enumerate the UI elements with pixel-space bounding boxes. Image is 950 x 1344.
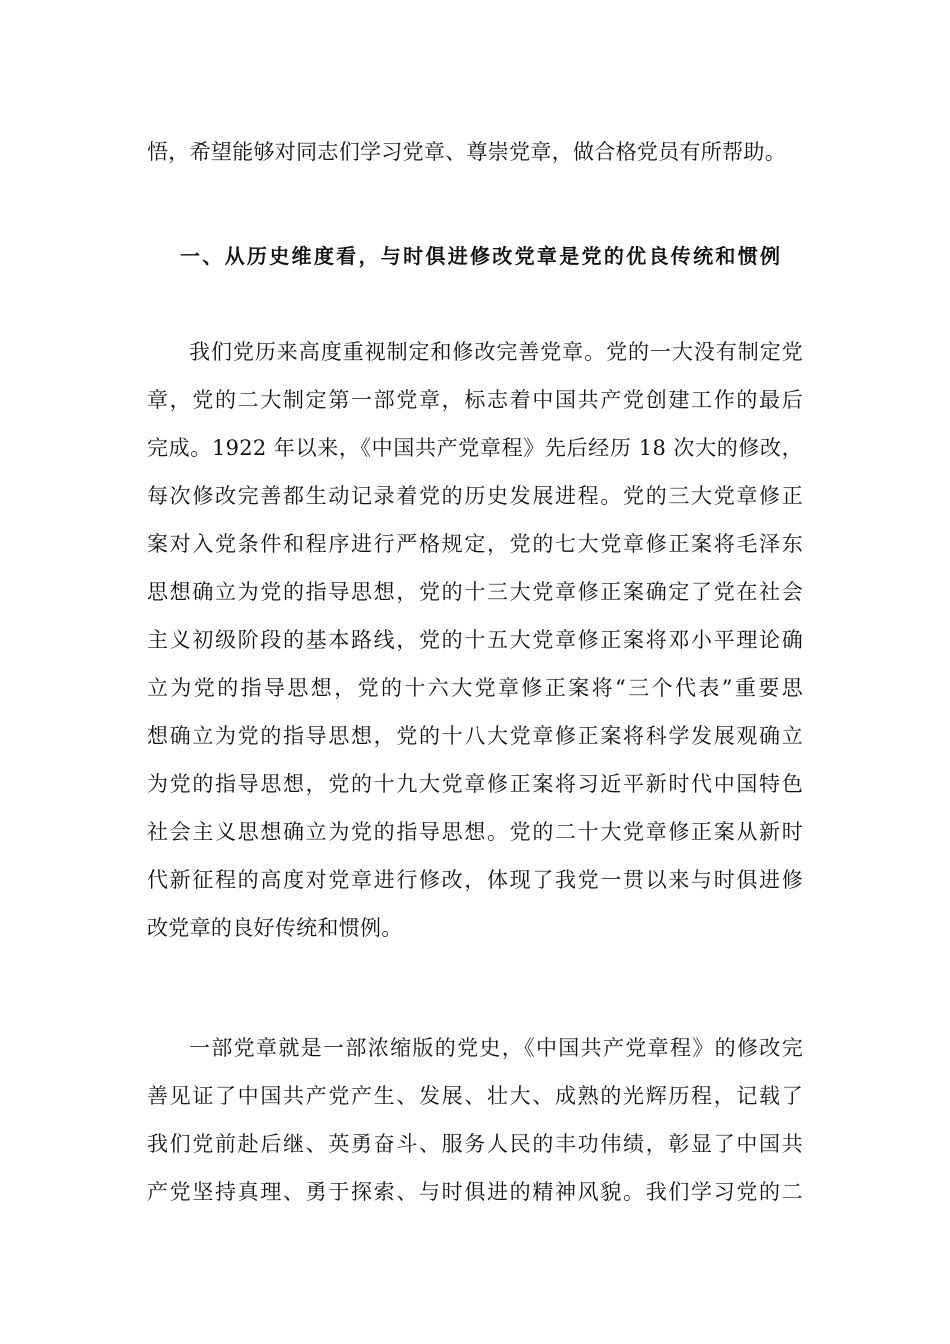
paragraph2-line-2: 善见证了中国共产党产生、发展、壮大、成熟的光辉历程，记载了 — [147, 1084, 803, 1108]
paragraph1-line-13: 改党章的良好传统和惯例。 — [147, 916, 403, 940]
paragraph1-line-7: 主义初级阶段的基本路线，党的十五大党章修正案将邓小平理论确 — [147, 628, 803, 652]
paragraph1-line-8: 立为党的指导思想，党的十六大党章修正案将“三个代表”重要思 — [147, 676, 803, 700]
paragraph1-line-6: 思想确立为党的指导思想，党的十三大党章修正案确定了党在社会 — [147, 580, 803, 604]
paragraph1-line-11: 社会主义思想确立为党的指导思想。党的二十大党章修正案从新时 — [147, 820, 803, 844]
paragraph1-line-1: 我们党历来高度重视制定和修改完善党章。党的一大没有制定党 — [189, 340, 803, 364]
paragraph1-line-5: 案对入党条件和程序进行严格规定，党的七大党章修正案将毛泽东 — [147, 532, 803, 556]
paragraph2-line-4: 产党坚持真理、勇于探索、与时俱进的精神风貌。我们学习党的二 — [147, 1180, 803, 1204]
intro-line-1: 悟，希望能够对同志们学习党章、尊崇党章，做合格党员有所帮助。 — [147, 140, 786, 164]
paragraph1-line-9: 想确立为党的指导思想，党的十八大党章修正案将科学发展观确立 — [147, 724, 803, 748]
paragraph1-line-12: 代新征程的高度对党章进行修改，体现了我党一贯以来与时俱进修 — [147, 868, 803, 892]
section-heading: 一、从历史维度看，与时俱进修改党章是党的优良传统和惯例 — [180, 244, 780, 268]
paragraph2-line-3: 我们党前赴后继、英勇奋斗、服务人民的丰功伟绩，彰显了中国共 — [147, 1132, 803, 1156]
paragraph2-line-1: 一部党章就是一部浓缩版的党史，《中国共产党章程》的修改完 — [189, 1036, 803, 1060]
paragraph1-line-10: 为党的指导思想，党的十九大党章修正案将习近平新时代中国特色 — [147, 772, 803, 796]
paragraph1-line-3: 完成。1922 年以来，《中国共产党章程》先后经历 18 次大的修改， — [147, 436, 803, 460]
paragraph1-line-2: 章，党的二大制定第一部党章，标志着中国共产党创建工作的最后 — [147, 388, 803, 412]
paragraph1-line-4: 每次修改完善都生动记录着党的历史发展进程。党的三大党章修正 — [147, 484, 803, 508]
